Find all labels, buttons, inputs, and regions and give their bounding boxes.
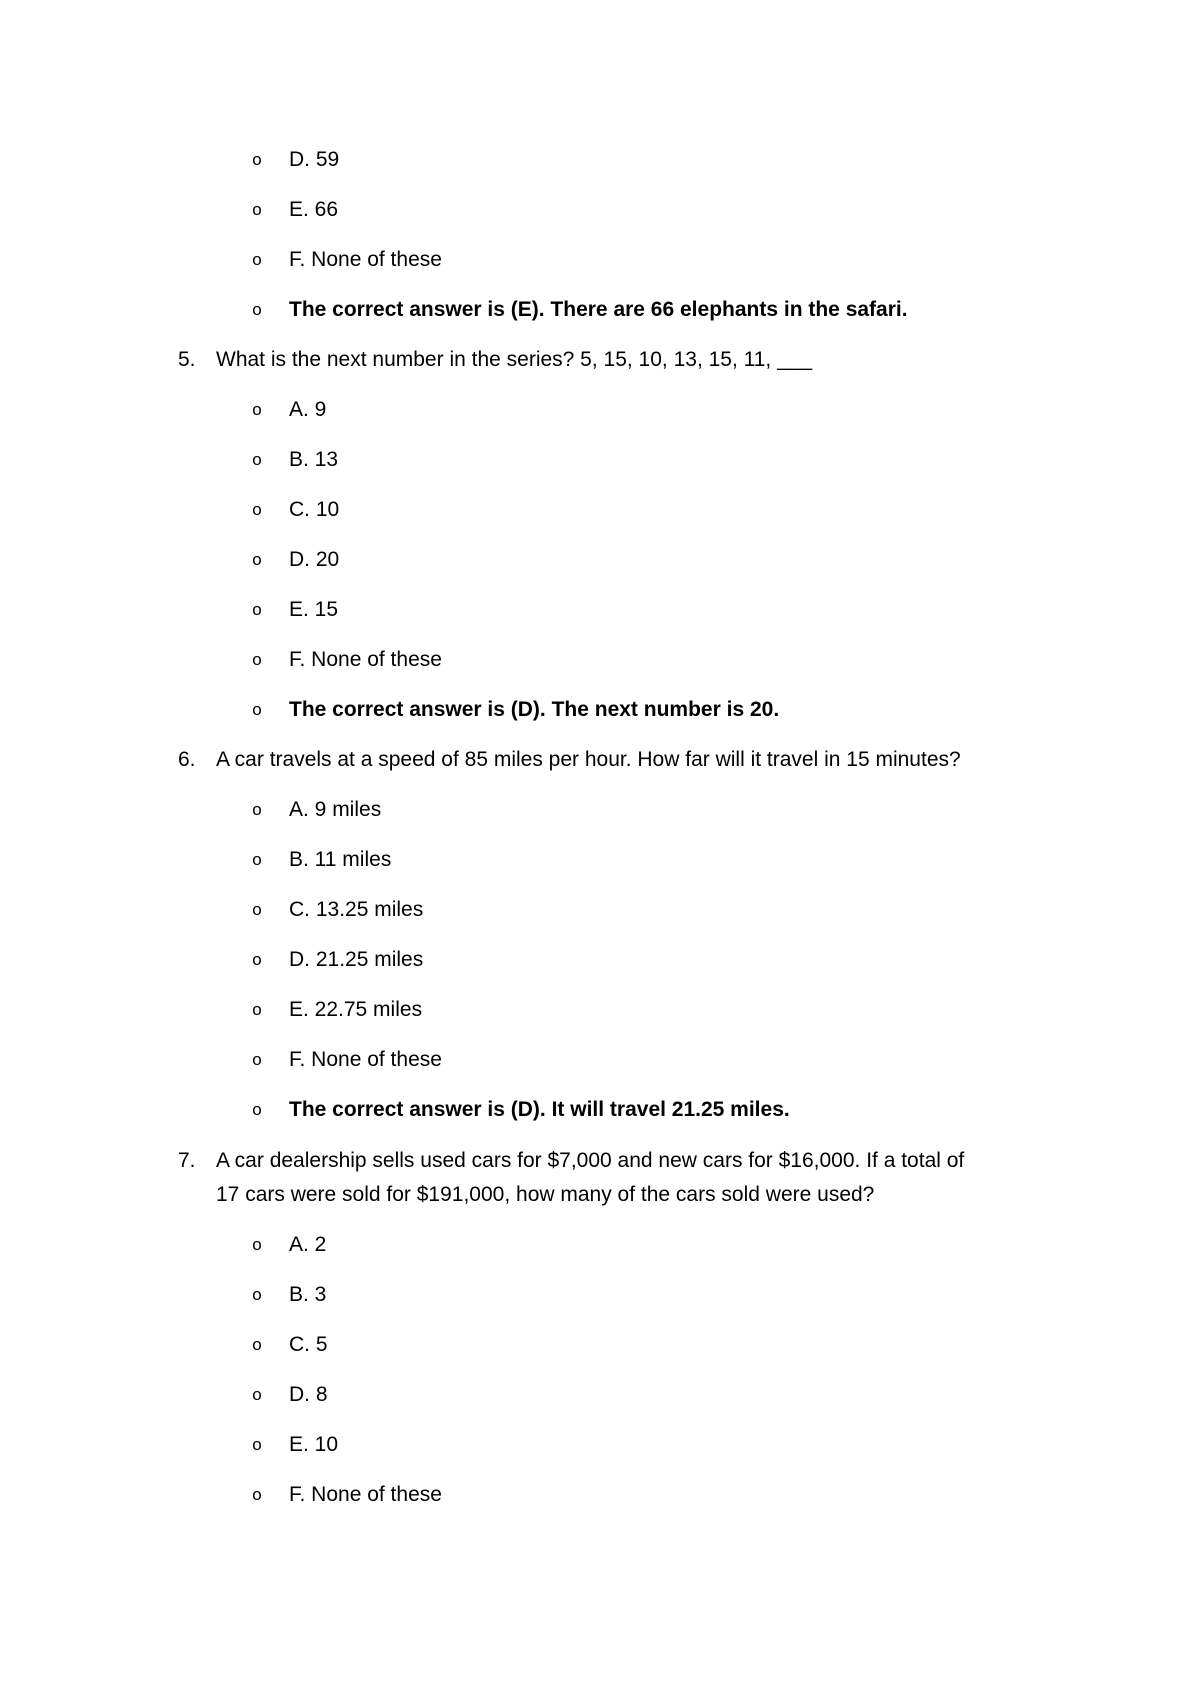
option-text: D. 59 [289,148,340,171]
option-bullet: o [252,450,262,469]
option-text: B. 3 [289,1283,327,1306]
option-text: D. 21.25 miles [289,948,424,971]
option-text: C. 5 [289,1333,328,1356]
option-bullet: o [252,1485,262,1504]
option-bullet: o [252,600,262,619]
question-number: 5. [178,348,196,371]
option-text: D. 20 [289,548,340,571]
option-bullet: o [252,500,262,519]
option-bullet: o [252,200,262,219]
option-text: F. None of these [289,648,442,671]
option-bullet: o [252,1050,262,1069]
option-bullet: o [252,1285,262,1304]
option-bullet: o [252,550,262,569]
question-number: 7. [178,1149,196,1172]
option-text: A. 2 [289,1233,327,1256]
option-bullet: o [252,1235,262,1254]
option-text: E. 15 [289,598,339,621]
option-text: E. 22.75 miles [289,998,423,1021]
option-text: D. 8 [289,1383,328,1406]
option-bullet: o [252,400,262,419]
option-bullet: o [252,650,262,669]
answer-text: The correct answer is (E). There are 66 elephants in the safari. [289,298,908,321]
question-number: 6. [178,748,196,771]
option-bullet: o [252,1435,262,1454]
question-text: A car travels at a speed of 85 miles per hour. How far will it travel in 15 minutes? [216,748,961,771]
answer-text: The correct answer is (D). It will travel 21.25 miles. [289,1098,790,1121]
option-text: A. 9 miles [289,798,382,821]
option-bullet: o [252,1000,262,1019]
option-bullet: o [252,1100,262,1119]
option-bullet: o [252,250,262,269]
option-text: E. 66 [289,198,339,221]
answer-text: The correct answer is (D). The next number is 20. [289,698,780,721]
question-text: What is the next number in the series? 5, 15, 10, 13, 15, 11, ___ [216,348,813,371]
option-text: B. 13 [289,448,339,471]
option-text: C. 10 [289,498,340,521]
option-text: F. None of these [289,248,442,271]
option-text: F. None of these [289,1483,442,1506]
option-text: A. 9 [289,398,327,421]
option-bullet: o [252,700,262,719]
option-text: C. 13.25 miles [289,898,424,921]
option-bullet: o [252,1335,262,1354]
option-bullet: o [252,850,262,869]
option-bullet: o [252,800,262,819]
option-text: B. 11 miles [289,848,392,871]
option-text: E. 10 [289,1433,339,1456]
option-bullet: o [252,300,262,319]
question-text-line-1: A car dealership sells used cars for $7,000 and new cars for $16,000. If a total of [216,1149,965,1172]
option-bullet: o [252,150,262,169]
option-bullet: o [252,950,262,969]
option-bullet: o [252,900,262,919]
question-text-line-2: 17 cars were sold for $191,000, how many of the cars sold were used? [216,1183,875,1206]
option-text: F. None of these [289,1048,442,1071]
option-bullet: o [252,1385,262,1404]
